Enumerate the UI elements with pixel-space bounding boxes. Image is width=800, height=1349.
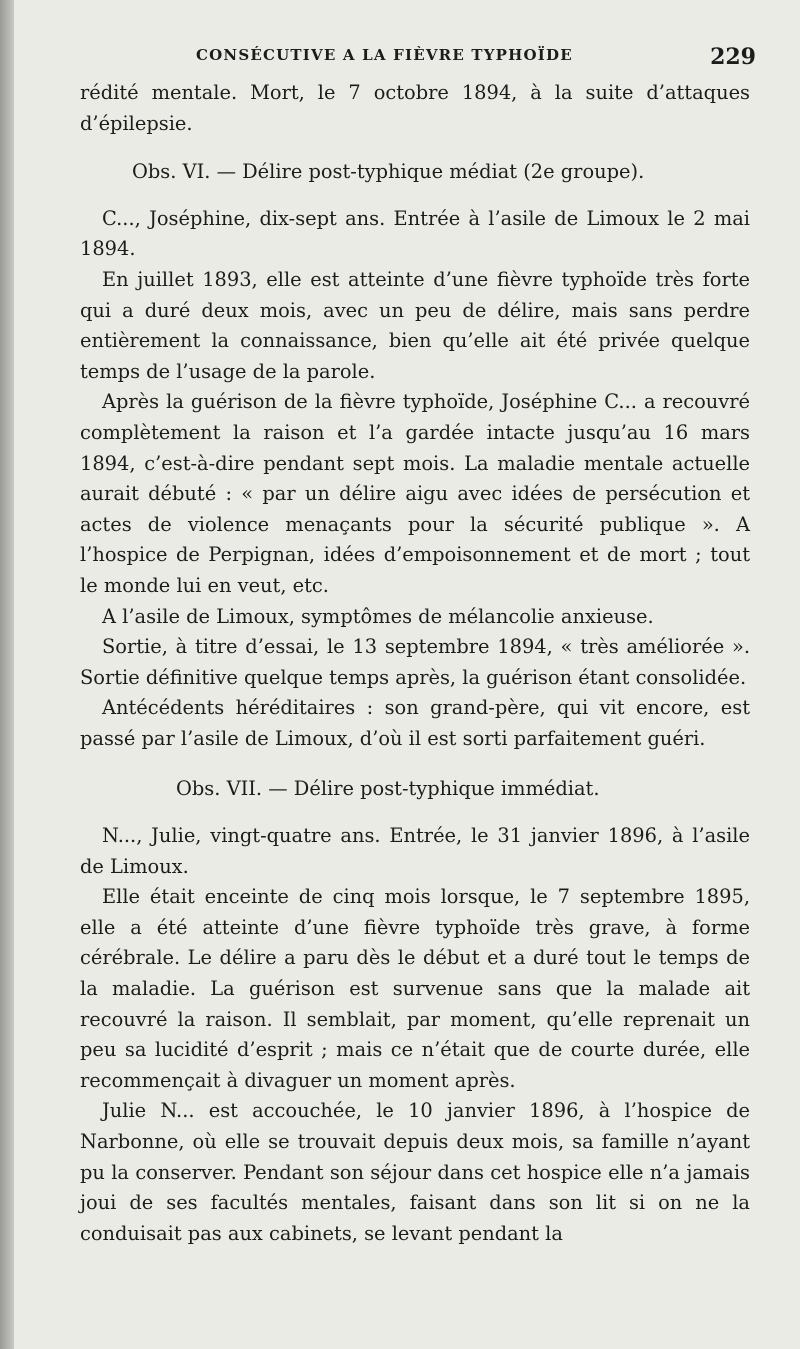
paragraph-antecedents: Antécédents héréditaires : son grand-père, qui vit encore, est passé par l’asile de Limoux, d’où il est sorti parfaitement guéri.: [80, 696, 750, 750]
paragraph-patient-n: N..., Julie, vingt-quatre ans. Entrée, le 31 janvier 1896, à l’asile de Limoux.: [80, 824, 750, 878]
observation-heading-vii: Obs. VII. — Délire post-typhique immédiat.: [176, 777, 600, 801]
paragraph-pregnancy: Elle était enceinte de cinq mois lorsque, le 7 septembre 1895, elle a été atteinte d’une fièvre typhoïde très grave, à forme cérébrale. Le délire a paru dès le début et a duré tout le temps de la maladie. La guérison est survenue sans que la malade ait recouvré la raison. Il semblait, par moment, qu’elle reprenait un peu sa lucidité d’esprit ; mais ce n’était que de courte durée, elle recommençait à divaguer un moment après.: [80, 885, 750, 1092]
paragraph-fever-1893: En juillet 1893, elle est atteinte d’une fièvre typhoïde très forte qui a duré deux mois, avec un peu de délire, mais sans perdre entièrement la connaissance, bien qu’elle ait été privée quelque temps de l’usage de la parole.: [80, 267, 750, 383]
page-gutter-shadow: [0, 0, 14, 1349]
running-head: CONSÉCUTIVE A LA FIÈVRE TYPHOÏDE: [196, 46, 573, 64]
paragraph-patient-c: C..., Joséphine, dix-sept ans. Entrée à l’asile de Limoux le 2 mai 1894.: [80, 206, 750, 261]
paragraph-heredity-end: rédité mentale. Mort, le 7 octobre 1894, à la suite d’attaques d’épilepsie.: [80, 81, 750, 135]
paragraph-recovery: Après la guérison de la fièvre typhoïde, Joséphine C... a recouvré complètement la raison et l’a gardée intacte jusqu’au 16 mars 1894, c’est-à-dire pendant sept mois. La maladie mentale actuelle aurait débuté : « par un délire aigu avec idées de persécution et actes de violence menaçants pour la sécurité publique ». A l’hospice de Perpignan, idées d’empoisonnement et de mort ; tout le monde lui en veut, etc.: [80, 390, 750, 597]
body-text: [80, 78, 750, 1249]
paragraph-narbonne: Julie N... est accouchée, le 10 janvier 1896, à l’hospice de Narbonne, où elle se trouvait depuis deux mois, sa famille n’ayant pu la conserver. Pendant son séjour dans cet hospice elle n’a jamais joui de ses facultés mentales, faisant dans son lit si on ne la conduisait pas aux cabinets, se levant pendant la: [80, 1099, 750, 1245]
page-number: 229: [710, 44, 756, 70]
paragraph-asile-limoux: A l’asile de Limoux, symptômes de mélancolie anxieuse.: [102, 604, 654, 628]
observation-heading-vi: Obs. VI. — Délire post-typhique médiat (2e groupe).: [132, 160, 645, 184]
page-header: [196, 44, 756, 74]
paragraph-sortie: Sortie, à titre d’essai, le 13 septembre 1894, « très améliorée ». Sortie définitive quelque temps après, la guérison étant consolidée.: [80, 635, 750, 689]
